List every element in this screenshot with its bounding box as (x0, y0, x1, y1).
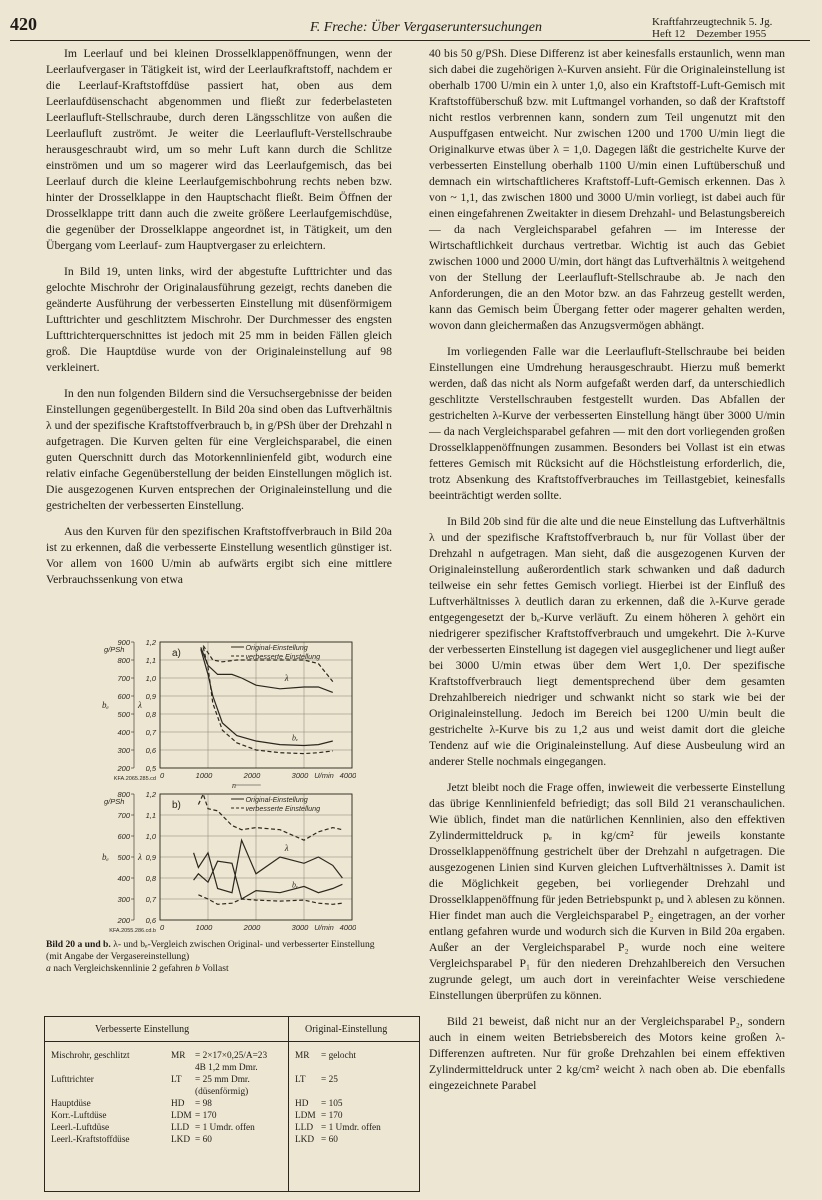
x-tick-label: 0 (160, 771, 165, 780)
lambda-axis-label: λ (138, 700, 142, 710)
be-tick-label: 600 (117, 692, 130, 701)
lambda-tick-label: 0,7 (145, 895, 156, 904)
be-tick-label: 300 (117, 895, 130, 904)
table-cell-val: 4B 1,2 mm Dmr. (195, 1063, 258, 1073)
table-cell-val: = 1 Umdr. offen (195, 1123, 255, 1133)
lambda-tick-label: 0,8 (145, 874, 156, 883)
be-tick-label: 900 (117, 638, 130, 647)
table-cell-abbr: LDM (171, 1111, 192, 1121)
caption-a-text: nach Vergleichskennlinie 2 gefahren (50, 963, 196, 974)
x-tick-label: 3000 (291, 923, 309, 932)
table-cell-name: Leerl.-Kraftstoffdüse (51, 1135, 130, 1145)
legend-original: Original-Einstellung (245, 643, 308, 652)
table-cell-abbr2: LLD (295, 1123, 314, 1133)
x-tick-label: 2000 (243, 923, 261, 932)
running-title: F. Freche: Über Vergaseruntersuchungen (310, 20, 542, 35)
x-tick-label: 0 (160, 923, 165, 932)
carburetor-settings-table (44, 1016, 420, 1192)
caption-label: Bild 20 a und b. (46, 939, 111, 950)
lambda-tick-label: 1,0 (145, 674, 156, 683)
legend-original: Original-Einstellung (245, 795, 308, 804)
journal-line-1: Kraftfahrzeugtechnik 5. Jg. (652, 16, 773, 28)
x-tick-label: 2000 (243, 771, 261, 780)
be-tick-label: 800 (117, 656, 130, 665)
paragraph: 40 bis 50 g/PSh. Diese Differenz ist aber keinesfalls erstaunlich, wenn man sich dabei die zugehörigen λ-Kurven ansieht. Für die Originaleinstellung ist oberhalb 1700 U/min ein λ unter 1,0, also ein Kraftstoff-Luft-Gemisch mit Kraftstoffüberschuß bzw. mit Luftmangel vorhanden, so daß der Kraftstoff nicht restlos verbrennen kann, sondern zum Teil ungenutzt mit den Auspuffgasen entweicht. Nur zwischen 1200 und 1700 U/min liegt die Originalkurve etwas über λ = 1,0. Dagegen läßt die gestrichelte Kurve der verbesserten Einstellung oberhalb 1100 U/min einen Luftüberschuß und demnach ein wirtschaftlicheres Kraftstoff-Luft-Gemisch erkennen. Das λ von ~ 1,1, das zwischen 1800 und 3000 U/min vorliegt, ist dabei auch für einen eingefahrenen Zweitakter in diesem Drehzahl- und Belastungsbereich — da nach Vergleichsparabel gefahren — im Interesse der Wirtschaftlichkeit durchaus vertretbar. Wichtig ist auch das Gebiet zwischen 1000 und 2000 U/min, dort hängt das Luftverhältnis λ weitgehend von der Stellung der Leerlaufluft-Stellschraube ab. Je nach den Anforderungen, die an den Motor bzw. an das Fahrzeug gestellt werden, kann das Gemisch beim Übergang fetter oder magerer gehalten werden, wovon dann gleichermaßen das Anzugsvermögen abhängt. (429, 47, 785, 332)
lambda-tick-label: 0,6 (145, 746, 156, 755)
right-column (429, 46, 785, 1104)
lambda-axis-label: λ (138, 852, 142, 862)
figure-ref: KFA.2065.285.cd (113, 776, 156, 782)
table-cell-val2: = 60 (321, 1135, 338, 1145)
paragraph: Im Leerlauf und bei kleinen Drosselklappenöffnungen, wenn der Leerlaufvergaser in Tätigkeit ist, wird der Leerlaufkraftstoff, nachdem er die Leerlauf-Kraftstoffdüse passiert hat, oben aus dem Leerlaufdüsenschacht abgenommen und fließt zur federbelasteten Leerlaufluft-Stellschraube, durch deren Längsschlitze von außen die Leerlaufluft zuströmt. Je weiter die Leerlaufluft-Verstellschraube herausgeschraubt wird, um so mehr Luft kann durch die Schlitze einströmen und um so magerer wird das Leerlaufgemisch, das bei Leerlauf durch die kleine Leerlaufgemischbohrung rechts neben bzw. hinter der Drosselklappe in den Hauptschacht fließt. Beim Öffnen der Drosselklappe tritt dann auch die zweite größere Leerlaufgemischdüse, die gegenüber der Drosselklappe angeordnet ist, in Tätigkeit, um den Übergang vom Leerlauf- zum Hauptvergaser zu erleichtern. (46, 47, 392, 252)
legend-improved: verbesserte Einstellung (245, 652, 321, 661)
lambda-tick-label: 0,9 (145, 853, 156, 862)
caption-text: λ- und bₑ-Vergleich zwischen Original- und verbesserter Einstellung (mit Angabe der Vergasereinstellung) (46, 939, 375, 962)
paragraph: Im vorliegenden Falle war die Leerlaufluft-Stellschraube bei beiden Einstellungen eine Umdrehung herausgeschraubt. Hierzu muß bemerkt werden, daß das nicht als Norm aufgefaßt werden darf, da unterschiedlich geschlitzte Verstellschrauben festgestellt wurden. Das Abfallen der gestrichelten λ-Kurve der verbesserten Einstellung hängt über 3000 U/min — da nach Vergleichsparabel gefahren — mit den dort vorliegenden großen Drosselklappenöffnungen zusammen. Besonders bei Vollast ist ein etwas fetteres Gemisch mit Rücksicht auf die Höchstleistung erforderlich, die, trotz Absenkung des Kraftstoffverbrauches im Teillastgebiet, keinesfalls beeinträchtigt werden sollte. (429, 345, 785, 502)
x-tick-label: 1000 (195, 923, 213, 932)
x-tick-label: 1000 (195, 771, 213, 780)
table-cell-name: Hauptdüse (51, 1099, 91, 1109)
table-cell-abbr2: MR (295, 1051, 310, 1061)
series-line-lambda-original (194, 840, 343, 893)
caption-b-text: Vollast (199, 963, 229, 974)
table-head-improved: Verbesserte Einstellung (95, 1024, 190, 1035)
table-cell-val: = 98 (195, 1099, 212, 1109)
be-tick-label: 400 (117, 874, 130, 883)
table-head-original: Original-Einstellung (305, 1024, 388, 1035)
page-header (10, 14, 810, 48)
figure-20-chart (50, 636, 356, 932)
table-divider (288, 1017, 289, 1191)
series-line-be-improved (198, 895, 342, 905)
table-cell-val: = 2×17×0,25/A=23 (195, 1051, 268, 1061)
paragraph: Jetzt bleibt noch die Frage offen, inwieweit die verbesserte Einstellung das übrige Kennlinienfeld befriedigt; das soll Bild 21 veranschaulichen. Wie üblich, findet man die natürlichen Kennlinien, also den effektiven Zylindermitteldruck pₑ in kg/cm² für jeweils konstante Drosselklappenöffnung gestrichelt über der Drehzahl n aufgetragen. Die ausgezogenen Linien sind Kurven gleichen Luftverhältnisses λ. Damit ist die Möglichkeit gegeben, bei vorliegender Drehzahl und Drosselklappenöffnung für jeden Betriebspunkt pₑ und λ ablesen zu können. Hier findet man auch die Vergleichsparabel P₂ eingetragen, an der vorher entlang gefahren wurde und wodurch sich die Kurven in Bild 20a ergaben. Außer an der Vergleichsparabel P₂ wurde noch eine weitere Vergleichsparabel P₁ für den niederen Drehzahlbereich den Versuchen zugrunde gelegt, um auch dort in vereinfachter Weise verschiedene Einstellungen überprüfen zu können. (429, 781, 785, 1002)
be-tick-label: 500 (117, 853, 130, 862)
table-cell-val2: = gelocht (321, 1051, 356, 1061)
be-tick-label: 200 (117, 764, 130, 773)
lambda-tick-label: 1,0 (145, 832, 156, 841)
x-axis-label: n (232, 781, 236, 790)
table-cell-abbr: HD (171, 1099, 185, 1109)
panel-label: a) (172, 648, 181, 659)
x-tick-label: 4000 (339, 923, 356, 932)
curve-label-be: bₑ (292, 733, 299, 743)
paragraph: In Bild 20b sind für die alte und die neue Einstellung das Luftverhältnis λ und der spezifische Kraftstoffverbrauch bₑ nur für Vollast über der Drehzahl n aufgetragen. Man sieht, daß die ausgezogenen Kurven der Originaleinstellung außerordentlich stark schwanken und daß dadurch teilweise ein sehr fettes Gemisch vorliegt. Hierbei ist der Einfluß des Luftverhältnisses λ deutlich daran zu erkennen, daß die λ-Kurve gerade entgegengesetzt der bₑ-Kurve verläuft. Zu einem höheren λ gehört ein niedrigerer spezifischer Kraftstoffverbrauch und umgekehrt. Die λ-Kurve der verbesserten Einstellung ist dagegen viel ausgeglichener und liegt außer bei 3000 U/min etwas über dem Wert 1,0. Der spezifische Kraftstoffverbrauch liegt dementsprechend über dem gesamten Drehzahlbereich niedriger und schwankt nicht so stark wie bei der Originaleinstellung. Jedoch im Bereich bei 1200 U/min beult die gestrichelte λ-Kurve bis zu 1,2 aus und weist damit dort die gleiche Tendenz auf wie die Originaleinstellung. Auf diese Ausbeulung wird an anderer Stelle nochmals eingegangen. (429, 515, 785, 768)
table-cell-val: = 25 mm Dmr. (195, 1075, 250, 1085)
x-unit-label: U/min (314, 923, 334, 932)
be-tick-label: 600 (117, 832, 130, 841)
lambda-tick-label: 1,2 (145, 790, 156, 799)
table-cell-val: = 170 (195, 1111, 217, 1121)
figure-20 (50, 636, 356, 932)
table-cell-abbr: LKD (171, 1135, 191, 1145)
lambda-tick-label: 0,6 (145, 916, 156, 925)
be-tick-label: 400 (117, 728, 130, 737)
journal-info (652, 16, 810, 40)
curve-label-be: bₑ (292, 880, 299, 890)
table-cell-val2: = 105 (321, 1099, 343, 1109)
be-tick-label: 800 (117, 790, 130, 799)
legend-improved: verbesserte Einstellung (245, 804, 321, 813)
paragraph: In Bild 19, unten links, wird der abgestufte Lufttrichter und das gelochte Mischrohr der Originalausführung gezeigt, rechts daneben die geänderte Ausführung der verbesserten Einstellung mit düsenförmigem Lufttrichter und geschlitztem Mischrohr. Der Durchmesser des engsten Lufttrichterquerschnittes ist jedoch mit 25 mm in beiden Fällen gleich groß. Die Hauptdüse wurde von der Originaleinstellung auf 98 verkleinert. (46, 265, 392, 374)
be-tick-label: 200 (117, 916, 130, 925)
lambda-tick-label: 1,2 (145, 638, 156, 647)
table-cell-abbr2: LT (295, 1075, 306, 1085)
panel-label: b) (172, 800, 181, 811)
x-tick-label: 3000 (291, 771, 309, 780)
table-cell-abbr2: LKD (295, 1135, 315, 1145)
x-unit-label: U/min (314, 771, 334, 780)
be-axis-label: bₑ (102, 852, 109, 862)
x-tick-label: 4000 (339, 771, 356, 780)
table-cell-val: = 60 (195, 1135, 212, 1145)
left-column (46, 46, 392, 598)
curve-label-lambda: λ (284, 843, 289, 853)
paragraph: Aus den Kurven für den spezifischen Kraftstoffverbrauch in Bild 20a ist zu erkennen, daß die verbesserte Einstellung wesentlich günstiger ist. Vor allem von 1600 U/min ab aufwärts ergibt sich eine mittlere Verbrauchssenkung von etwa (46, 525, 392, 586)
caption-b: b (195, 963, 200, 974)
page-number: 420 (10, 14, 37, 34)
header-rule (10, 40, 810, 41)
table-cell-name: Korr.-Luftdüse (51, 1111, 107, 1121)
curve-label-lambda: λ (284, 673, 289, 683)
be-tick-label: 700 (117, 811, 130, 820)
paragraph: Bild 21 beweist, daß nicht nur an der Vergleichsparabel P₂, sondern auch in einem weiten Betriebsbereich des Motors keine großen λ-Differenzen auftreten. Nur für große Drehzahlen bei einem effektiven Zylindermitteldruck unter 2 kg/cm² weicht λ nach oben ab. Die ebenfalls eingezeichnete Parabel (429, 1015, 785, 1092)
lambda-tick-label: 0,7 (145, 728, 156, 737)
series-line-be-original (201, 649, 333, 745)
journal-line-2: Heft 12 Dezember 1955 (652, 28, 767, 40)
lambda-tick-label: 1,1 (145, 656, 156, 665)
figure-caption (46, 939, 392, 975)
lambda-tick-label: 0,9 (145, 692, 156, 701)
table-cell-abbr2: LDM (295, 1111, 316, 1121)
table-cell-name: Leerl.-Luftdüse (51, 1123, 110, 1133)
be-tick-label: 500 (117, 710, 130, 719)
unit-label: g/PSh (104, 645, 125, 654)
table-cell-name: Lufttrichter (51, 1075, 94, 1085)
paragraph: In den nun folgenden Bildern sind die Versuchsergebnisse der beiden Einstellungen gegenübergestellt. In Bild 20a sind oben das Luftverhältnis λ und der spezifische Kraftstoffverbrauch bₑ in g/PSh über der Drehzahl n aufgetragen. Die Kurven gelten für eine Vergleichsparabel, die einen guten Querschnitt durch das Motorkennlinienfeld gibt, wodurch eine relativ einfache Gegenüberstellung der beiden Einstellungen möglich ist. Die ausgezogenen Kurven entsprechen der Originaleinstellung und die gestrichelten der verbesserten Einstellung. (46, 387, 392, 512)
table-cell-abbr: LT (171, 1075, 182, 1085)
table-cell-val2: = 1 Umdr. offen (321, 1123, 381, 1133)
be-tick-label: 300 (117, 746, 130, 755)
table-cell-abbr2: HD (295, 1099, 309, 1109)
table-header-rule (45, 1041, 419, 1042)
table-cell-val: (düsenförmig) (195, 1087, 249, 1097)
lambda-tick-label: 1,1 (145, 811, 156, 820)
caption-a: a (46, 963, 51, 974)
be-tick-label: 700 (117, 674, 130, 683)
table-cell-name: Mischrohr, geschlitzt (51, 1051, 130, 1061)
table-cell-val2: = 25 (321, 1075, 338, 1085)
be-axis-label: bₑ (102, 700, 109, 710)
table-cell-val2: = 170 (321, 1111, 343, 1121)
lambda-tick-label: 0,5 (145, 764, 156, 773)
unit-label: g/PSh (104, 797, 125, 806)
lambda-tick-label: 0,8 (145, 710, 156, 719)
table-cell-abbr: LLD (171, 1123, 190, 1133)
series-line-be-improved (203, 647, 333, 753)
table-cell-abbr: MR (171, 1051, 186, 1061)
figure-ref: KFA.2055.286.cd.b (109, 928, 156, 932)
